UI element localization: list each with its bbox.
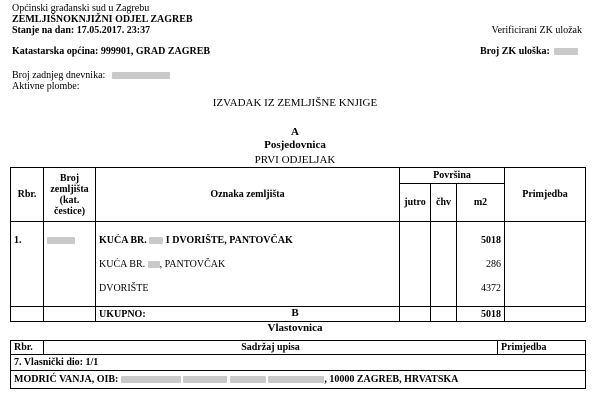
redacted-mark (554, 48, 578, 55)
document-title: IZVADAK IZ ZEMLJIŠNE KNJIGE (212, 97, 378, 109)
col-header-designation: Oznaka zemljišta (96, 168, 400, 222)
redacted-mark (121, 376, 181, 383)
journal-number (12, 70, 170, 81)
table-row (11, 234, 586, 246)
redacted-mark (268, 376, 324, 383)
section-b-letter: B (291, 307, 299, 319)
row-designation: DVORIŠTE (96, 282, 400, 294)
col-header-chv: čhv (431, 184, 457, 222)
row-m2: 286 (457, 258, 505, 270)
section-a-title: Posjedovnica (264, 139, 326, 151)
designation-prefix: KUĆA BR. (99, 258, 146, 270)
col-header-parcel (44, 168, 96, 222)
active-seals: Aktivne plombe: (12, 81, 80, 92)
owner-city: , 10000 ZAGREB, HRVATSKA (324, 374, 459, 385)
col-header-content: Sadržaj upisa (44, 341, 498, 355)
designation-suffix: I DVORIŠTE, PANTOVČAK (165, 234, 293, 246)
section-a-letter: A (291, 126, 299, 138)
parcel-header-line: Broj (59, 172, 80, 184)
redacted-mark (149, 237, 163, 244)
designation-suffix: , PANTOVČAK (159, 258, 226, 270)
total-m2: 5018 (457, 307, 505, 322)
possession-table (10, 167, 586, 322)
col-header-jutro: jutro (400, 184, 431, 222)
col-header-m2: m2 (457, 184, 505, 222)
total-label: UKUPNO: (96, 307, 400, 322)
journal-number-label: Broj zadnjeg dnevnika: (12, 70, 106, 81)
table-row (11, 258, 586, 270)
row-parcel (44, 234, 96, 246)
row-rbr: 1. (11, 234, 44, 246)
table-row (11, 282, 586, 294)
row-designation (96, 234, 400, 246)
cadastral-municipality: Katastarska općina: 999901, GRAD ZAGREB (12, 46, 211, 57)
col-header-rbr: Rbr. (11, 168, 44, 222)
redacted-mark (47, 237, 75, 244)
verified-label: Verificirani ZK uložak (491, 25, 582, 36)
state-date: Stanje na dan: 17.05.2017. 23:37 (12, 25, 151, 36)
zk-number-label: Broj ZK uloška: (480, 46, 550, 57)
department-name: ZEMLJIŠNOKNJIŽNI ODJEL ZAGREB (12, 14, 193, 25)
col-header-note: Primjedba (505, 168, 586, 222)
row-m2: 5018 (457, 234, 505, 246)
section-b-title: Vlastovnica (267, 322, 323, 334)
parcel-header-line: (kat. (59, 194, 80, 206)
redacted-mark (230, 376, 266, 383)
row-designation (96, 258, 400, 270)
parcel-header-line: čestice) (53, 205, 86, 217)
redacted-mark (112, 72, 170, 79)
row-m2: 4372 (457, 282, 505, 294)
zk-number (480, 46, 578, 57)
owner-name: MODRIĆ VANJA, OIB: (14, 374, 119, 385)
parcel-header-line: zemljišta (50, 183, 89, 195)
court-name: Općinski građanski sud u Zagrebu (12, 3, 150, 14)
redacted-mark (148, 261, 160, 268)
redacted-mark (183, 376, 227, 383)
owner-entry (11, 371, 586, 389)
section-a-subtitle: PRVI ODJELJAK (254, 154, 336, 166)
ownership-share: 7. Vlasnički dio: 1/1 (11, 355, 586, 371)
col-header-note: Primjedba (498, 341, 586, 355)
designation-prefix: KUĆA BR. (99, 234, 147, 246)
col-header-area: Površina (400, 168, 505, 184)
col-header-rbr: Rbr. (11, 341, 44, 355)
ownership-table (10, 340, 586, 389)
